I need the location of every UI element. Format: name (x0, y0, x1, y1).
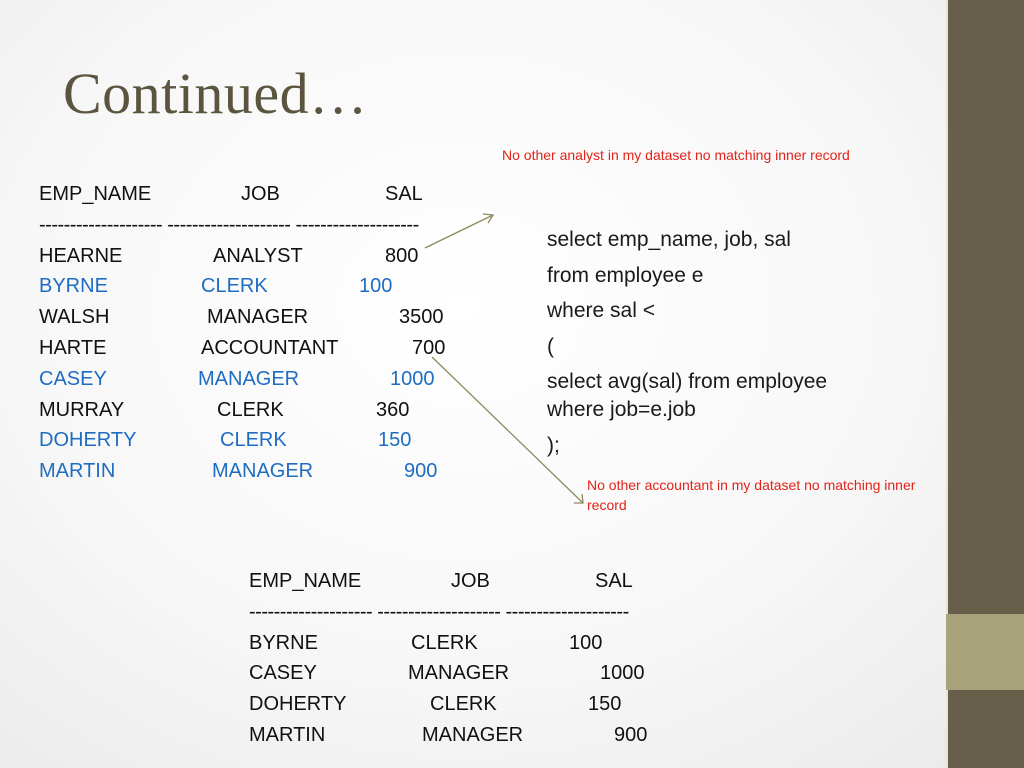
cell-name: DOHERTY (249, 693, 347, 716)
cell-sal: 360 (376, 398, 410, 421)
cell-job: ANALYST (213, 244, 303, 267)
arrow-to-analyst-note (425, 215, 493, 248)
header-job: JOB (241, 183, 280, 205)
cell-job: MANAGER (198, 367, 300, 390)
cell-name: MURRAY (39, 398, 125, 421)
sql-line: ); (547, 433, 560, 457)
cell-name: MARTIN (39, 460, 116, 483)
cell-name: BYRNE (39, 275, 108, 298)
cell-job: MANAGER (408, 662, 510, 685)
cell-name: DOHERTY (39, 429, 137, 452)
cell-name: CASEY (249, 662, 317, 685)
sql-line: select avg(sal) from employee where job=e.job (547, 370, 828, 421)
cell-job: CLERK (430, 693, 497, 716)
cell-sal: 900 (404, 460, 438, 483)
cell-name: CASEY (39, 367, 107, 390)
cell-job: CLERK (217, 398, 284, 421)
sql-line: select emp_name, job, sal (547, 228, 791, 251)
cell-job: CLERK (411, 631, 478, 654)
slide-title: Continued… (63, 61, 368, 126)
cell-job: MANAGER (422, 723, 524, 746)
arrow-to-accountant-note (432, 357, 583, 503)
cell-name: MARTIN (249, 723, 326, 746)
accountant-annotation: No other accountant in my dataset no matching inner record (587, 477, 916, 513)
analyst-annotation: No other analyst in my dataset no matching inner record (502, 147, 850, 163)
cell-name: HARTE (39, 336, 107, 359)
cell-sal: 800 (385, 244, 419, 267)
cell-sal: 3500 (399, 306, 444, 329)
separator-text: -------------------- -------------------- -------------------- (249, 600, 629, 623)
cell-sal: 150 (588, 693, 622, 716)
cell-name: HEARNE (39, 244, 123, 267)
sql-line: where sal < (547, 299, 655, 322)
header-sal: SAL (385, 183, 423, 205)
cell-sal: 150 (378, 429, 412, 452)
sql-line: from employee e (547, 263, 704, 287)
header-job: JOB (451, 570, 490, 592)
separator-text: -------------------- -------------------- -------------------- (39, 213, 419, 236)
cell-sal: 900 (614, 723, 648, 746)
cell-sal: 100 (359, 275, 393, 298)
cell-job: MANAGER (212, 460, 314, 483)
cell-job: MANAGER (207, 306, 309, 329)
header-sal: SAL (595, 570, 633, 592)
cell-name: WALSH (39, 306, 110, 329)
sql-line: ( (547, 334, 554, 358)
cell-name: BYRNE (249, 631, 318, 654)
cell-sal: 1000 (390, 367, 435, 390)
cell-job: ACCOUNTANT (201, 336, 339, 359)
cell-sal: 700 (412, 336, 446, 359)
cell-job: CLERK (220, 429, 287, 452)
header-emp-name: EMP_NAME (39, 183, 152, 205)
cell-sal: 100 (569, 631, 603, 654)
cell-job: CLERK (201, 275, 268, 298)
header-emp-name: EMP_NAME (249, 570, 362, 592)
cell-sal: 1000 (600, 662, 645, 685)
